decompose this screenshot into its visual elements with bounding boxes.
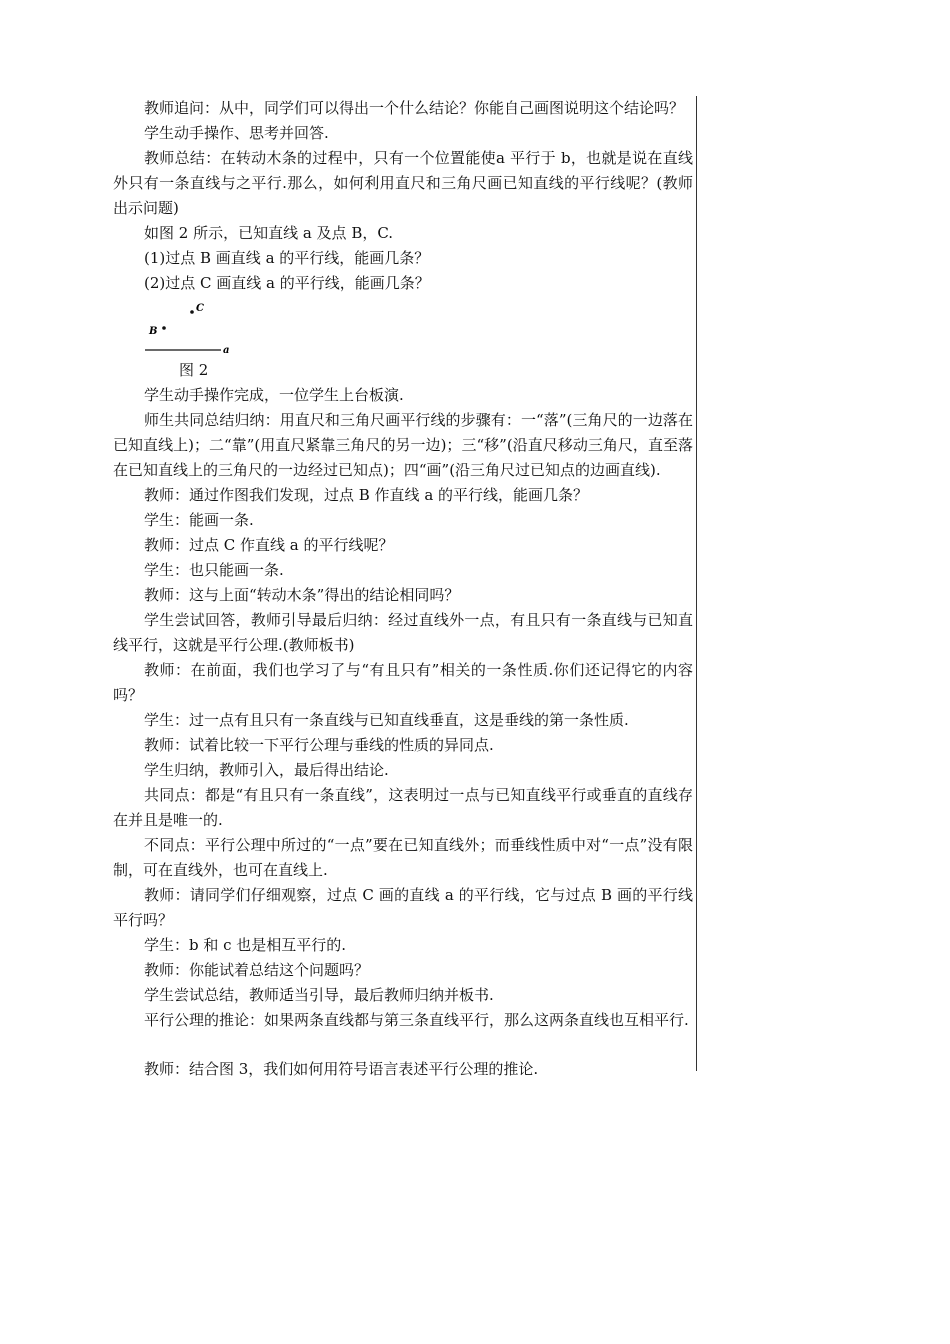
paragraph: (2)过点 C 画直线 a 的平行线，能画几条？ — [144, 274, 430, 292]
figure-2-diagram — [133, 296, 253, 358]
paragraph: 教师追问：从中，同学们可以得出一个什么结论？你能自己画图说明这个结论吗？ — [144, 99, 685, 117]
paragraph: 学生尝试回答，教师引导最后归纳：经过直线外一点，有且只有一条直线与已知直线平行，这就是平行公理.(教师板书) — [113, 611, 693, 654]
paragraph: (1)过点 B 画直线 a 的平行线，能画几条？ — [144, 249, 430, 267]
paragraph: 学生：也只能画一条. — [144, 561, 284, 579]
paragraph: 教师：你能试着总结这个问题吗？ — [144, 961, 370, 979]
paragraph: 教师：通过作图我们发现，过点 B 作直线 a 的平行线，能画几条？ — [144, 486, 589, 504]
paragraph: 教师：请同学们仔细观察，过点 C 画的直线 a 的平行线，它与过点 B 画的平行线平行吗？ — [113, 886, 693, 929]
label-b: B — [149, 326, 158, 337]
point-b — [162, 326, 166, 330]
lesson-text — [113, 96, 693, 1082]
label-a: a — [223, 345, 230, 356]
table-border-line — [696, 96, 697, 1071]
paragraph: 如图 2 所示，已知直线 a 及点 B，C. — [144, 224, 394, 242]
paragraph: 学生：过一点有且只有一条直线与已知直线垂直，这是垂线的第一条性质. — [144, 711, 629, 729]
paragraph: 学生动手操作完成，一位学生上台板演. — [144, 386, 404, 404]
paragraph: 教师：这与上面“转动木条”得出的结论相同吗？ — [144, 586, 460, 604]
paragraph: 学生：b 和 c 也是相互平行的. — [144, 936, 347, 954]
paragraph: 教师：在前面，我们也学习了与“有且只有”相关的一条性质.你们还记得它的内容吗？ — [113, 661, 693, 704]
paragraph: 学生尝试总结，教师适当引导，最后教师归纳并板书. — [144, 986, 494, 1004]
paragraph: 学生归纳，教师引入，最后得出结论. — [144, 761, 389, 779]
paragraph: 教师总结：在转动木条的过程中，只有一个位置能使a 平行于 b，也就是说在直线外只有一条直线与之平行.那么，如何利用直尺和三角尺画已知直线的平行线呢？(教师出示问题) — [113, 149, 693, 217]
paragraph: 不同点：平行公理中所过的“一点”要在已知直线外；而垂线性质中对“一点”没有限制，可在直线外，也可在直线上. — [113, 836, 693, 879]
figure-2 — [113, 296, 693, 358]
label-c: C — [196, 303, 204, 314]
paragraph: 教师：过点 C 作直线 a 的平行线呢？ — [144, 536, 394, 554]
paragraph: 教师：试着比较一下平行公理与垂线的性质的异同点. — [144, 736, 494, 754]
paragraph: 师生共同总结归纳：用直尺和三角尺画平行线的步骤有：一“落”(三角尺的一边落在已知直线上)；二“靠”(用直尺紧靠三角尺的另一边)；三“移”(沿直尺移动三角尺，直至落在已知直线上的三角尺的一边经过已知点)；四“画”(沿三角尺过已知点的边画直线). — [113, 411, 693, 479]
spacer — [113, 1033, 693, 1057]
paragraph: 教师：结合图 3，我们如何用符号语言表述平行公理的推论. — [144, 1060, 539, 1078]
point-c — [190, 310, 194, 314]
figure-caption: 图 2 — [179, 361, 209, 379]
paragraph: 学生动手操作、思考并回答. — [144, 124, 329, 142]
paragraph: 学生：能画一条. — [144, 511, 254, 529]
paragraph: 平行公理的推论：如果两条直线都与第三条直线平行，那么这两条直线也互相平行. — [144, 1011, 689, 1029]
paragraph: 共同点：都是“有且只有一条直线”，这表明过一点与已知直线平行或垂直的直线存在并且是唯一的. — [113, 786, 693, 829]
